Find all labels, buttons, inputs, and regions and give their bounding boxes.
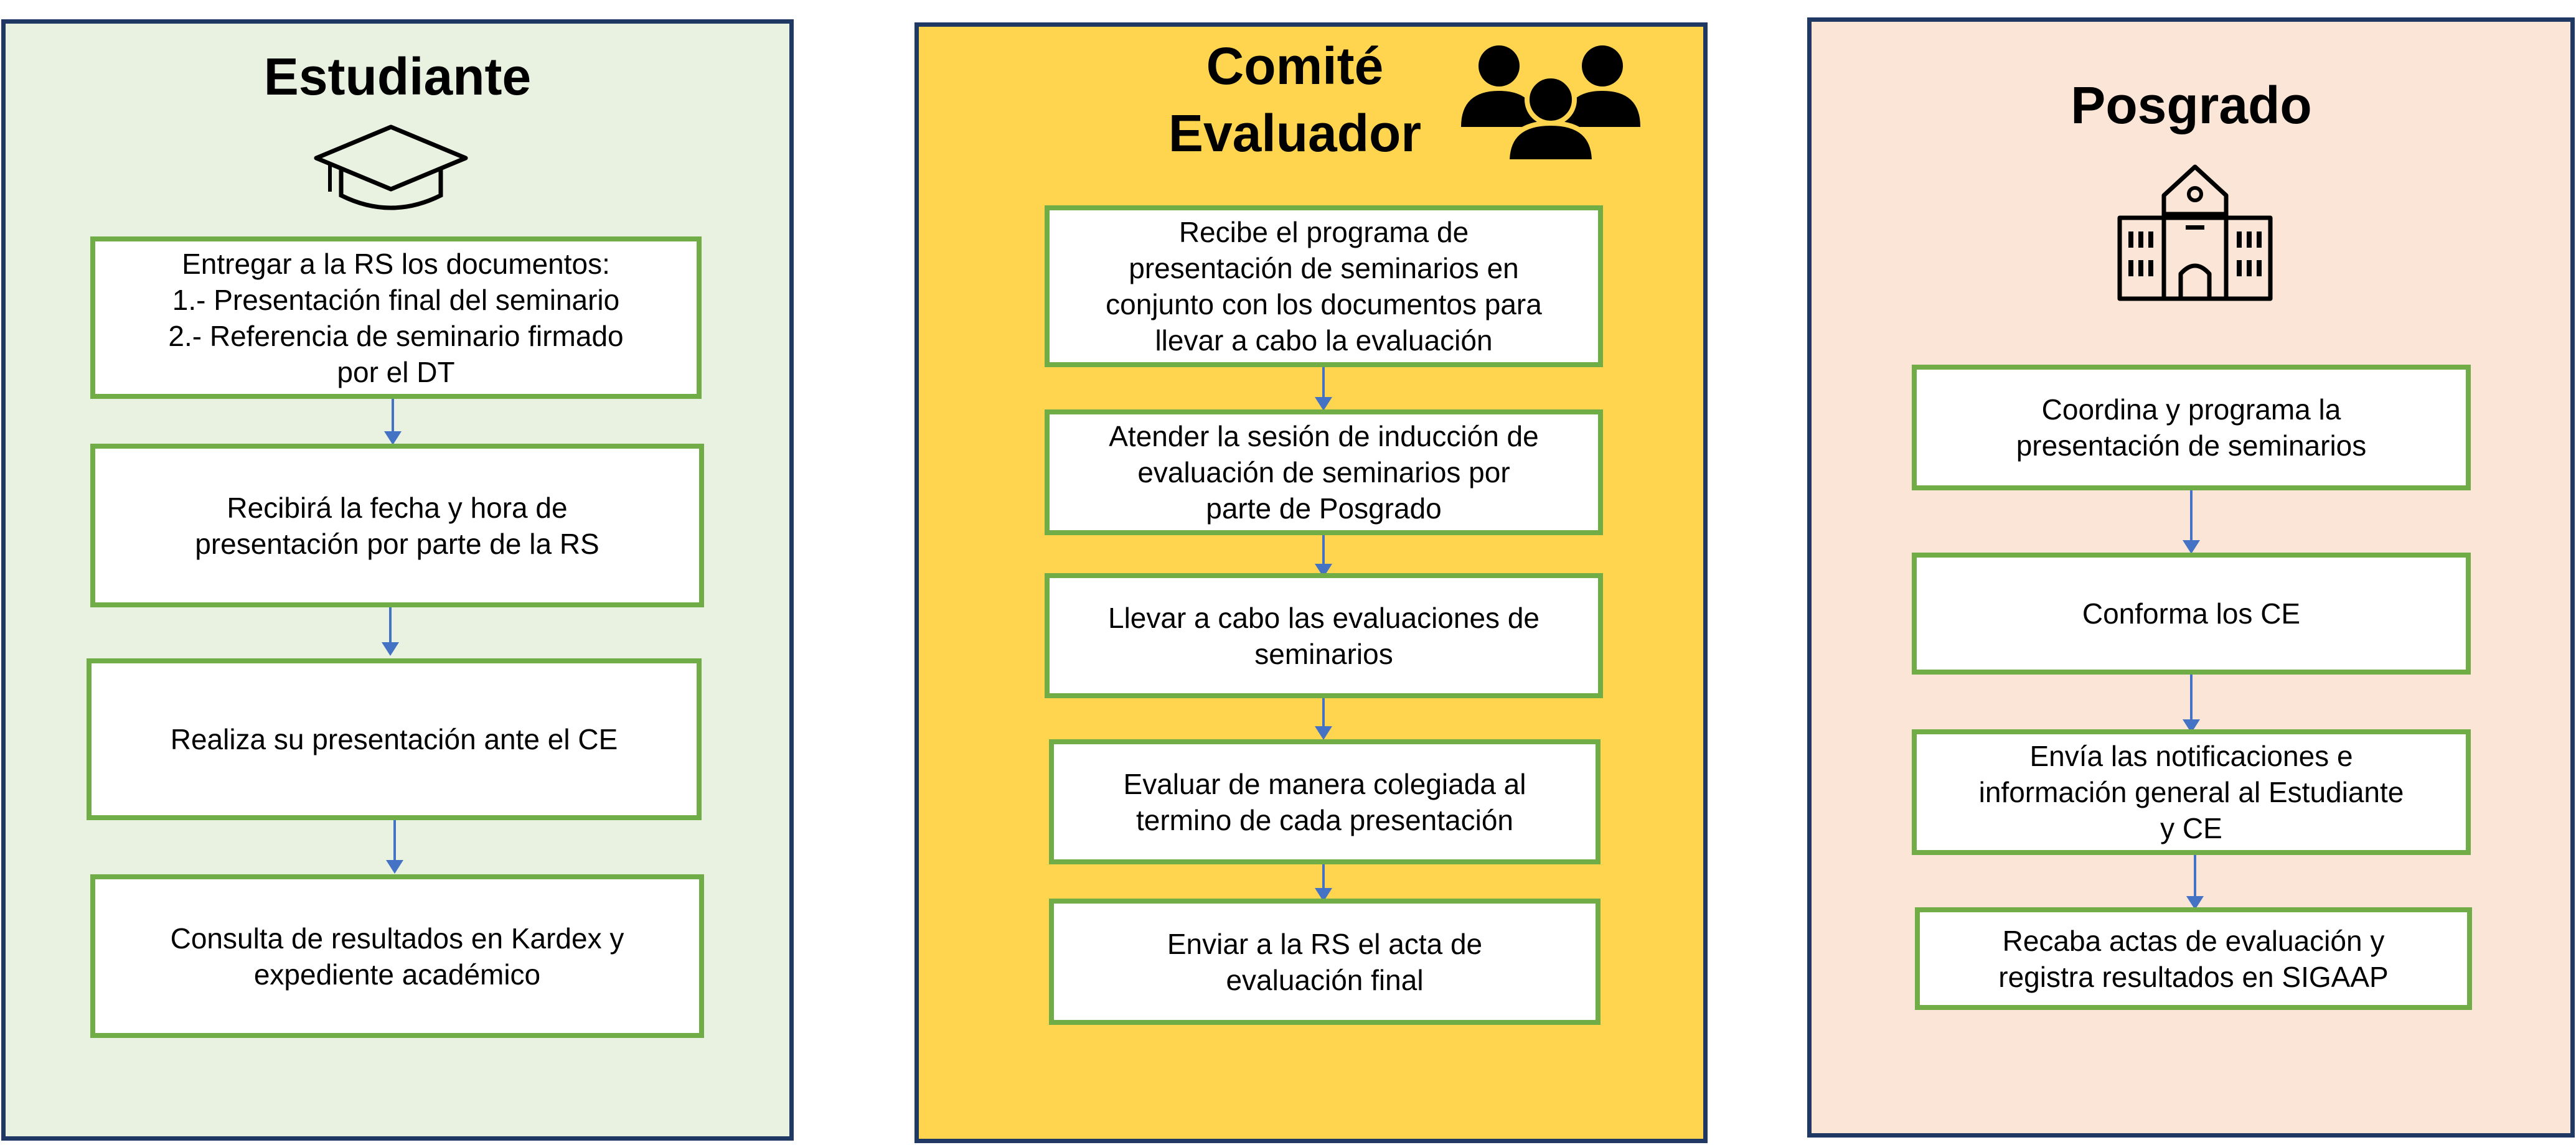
posgrado-step-4	[1915, 907, 2472, 1010]
comite-title-line1: Comité	[1206, 37, 1384, 95]
step-text: Entregar a la RS los documentos:	[182, 247, 610, 280]
posgrado-step-1	[1912, 365, 2471, 490]
step-text: presentación por parte de la RS	[195, 527, 599, 560]
flow-arrow	[1322, 864, 1325, 899]
flow-arrow	[1322, 698, 1325, 737]
step-text: Llevar a cabo las evaluaciones de	[1107, 601, 1539, 634]
comite-step-5	[1049, 899, 1601, 1025]
step-text: seminarios	[1254, 637, 1393, 670]
step-text: Evaluar de manera colegiada al	[1123, 767, 1526, 800]
flow-arrow	[393, 820, 396, 871]
comite-step-3	[1045, 573, 1603, 698]
estudiante-step-1	[90, 236, 702, 399]
step-text: conjunto con los documentos para	[1106, 288, 1542, 320]
group-icon	[1459, 41, 1643, 162]
estudiante-title: Estudiante	[263, 47, 532, 106]
estudiante-step-4	[90, 874, 704, 1038]
step-text: presentación de seminarios en	[1129, 252, 1519, 284]
flow-arrow	[2190, 490, 2193, 551]
comite-title-line2: Evaluador	[1168, 104, 1422, 162]
flow-arrow	[1322, 367, 1325, 408]
estudiante-step-2	[90, 444, 704, 607]
step-text: Conforma los CE	[2082, 597, 2301, 630]
step-text: termino de cada presentación	[1135, 803, 1514, 836]
step-text: Coordina y programa la	[2041, 393, 2341, 426]
flow-arrow	[389, 607, 392, 653]
step-text: Envía las notificaciones e	[2029, 740, 2353, 772]
step-text: evaluación de seminarios por	[1137, 456, 1510, 488]
step-text: parte de Posgrado	[1206, 492, 1442, 525]
step-text: 1.- Presentación final del seminario	[172, 283, 620, 316]
step-text: presentación de seminarios	[2016, 429, 2367, 462]
step-text: y CE	[2160, 812, 2222, 844]
step-text: información general al Estudiante	[1978, 776, 2404, 808]
step-text: Consulta de resultados en Kardex y	[170, 922, 624, 955]
step-text: Enviar a la RS el acta de	[1167, 927, 1483, 960]
posgrado-step-2	[1912, 553, 2471, 675]
step-text: evaluación final	[1226, 963, 1424, 996]
flow-arrow	[1322, 535, 1325, 575]
step-text: Atender la sesión de inducción de	[1109, 420, 1539, 452]
step-text: llevar a cabo la evaluación	[1155, 324, 1493, 357]
flow-arrow	[2194, 855, 2196, 907]
flow-arrow	[392, 399, 394, 442]
step-text: expediente académico	[253, 958, 541, 991]
posgrado-step-3	[1912, 729, 2471, 855]
estudiante-step-3	[87, 658, 702, 820]
step-text: Recaba actas de evaluación y	[2002, 924, 2385, 957]
step-text: por el DT	[337, 355, 455, 388]
posgrado-title: Posgrado	[2071, 76, 2312, 134]
graduation-cap-icon	[311, 122, 471, 213]
step-text: Recibirá la fecha y hora de	[227, 491, 568, 524]
comite-step-2	[1045, 409, 1603, 535]
comite-step-1	[1045, 205, 1603, 367]
step-text: registra resultados en SIGAAP	[1998, 960, 2389, 993]
step-text: 2.- Referencia de seminario firmado	[168, 319, 624, 352]
school-building-icon	[2112, 163, 2278, 302]
step-text: Recibe el programa de	[1178, 216, 1469, 248]
step-text: Realiza su presentación ante el CE	[170, 723, 618, 755]
flow-arrow	[2190, 675, 2193, 731]
comite-step-4	[1049, 739, 1601, 864]
